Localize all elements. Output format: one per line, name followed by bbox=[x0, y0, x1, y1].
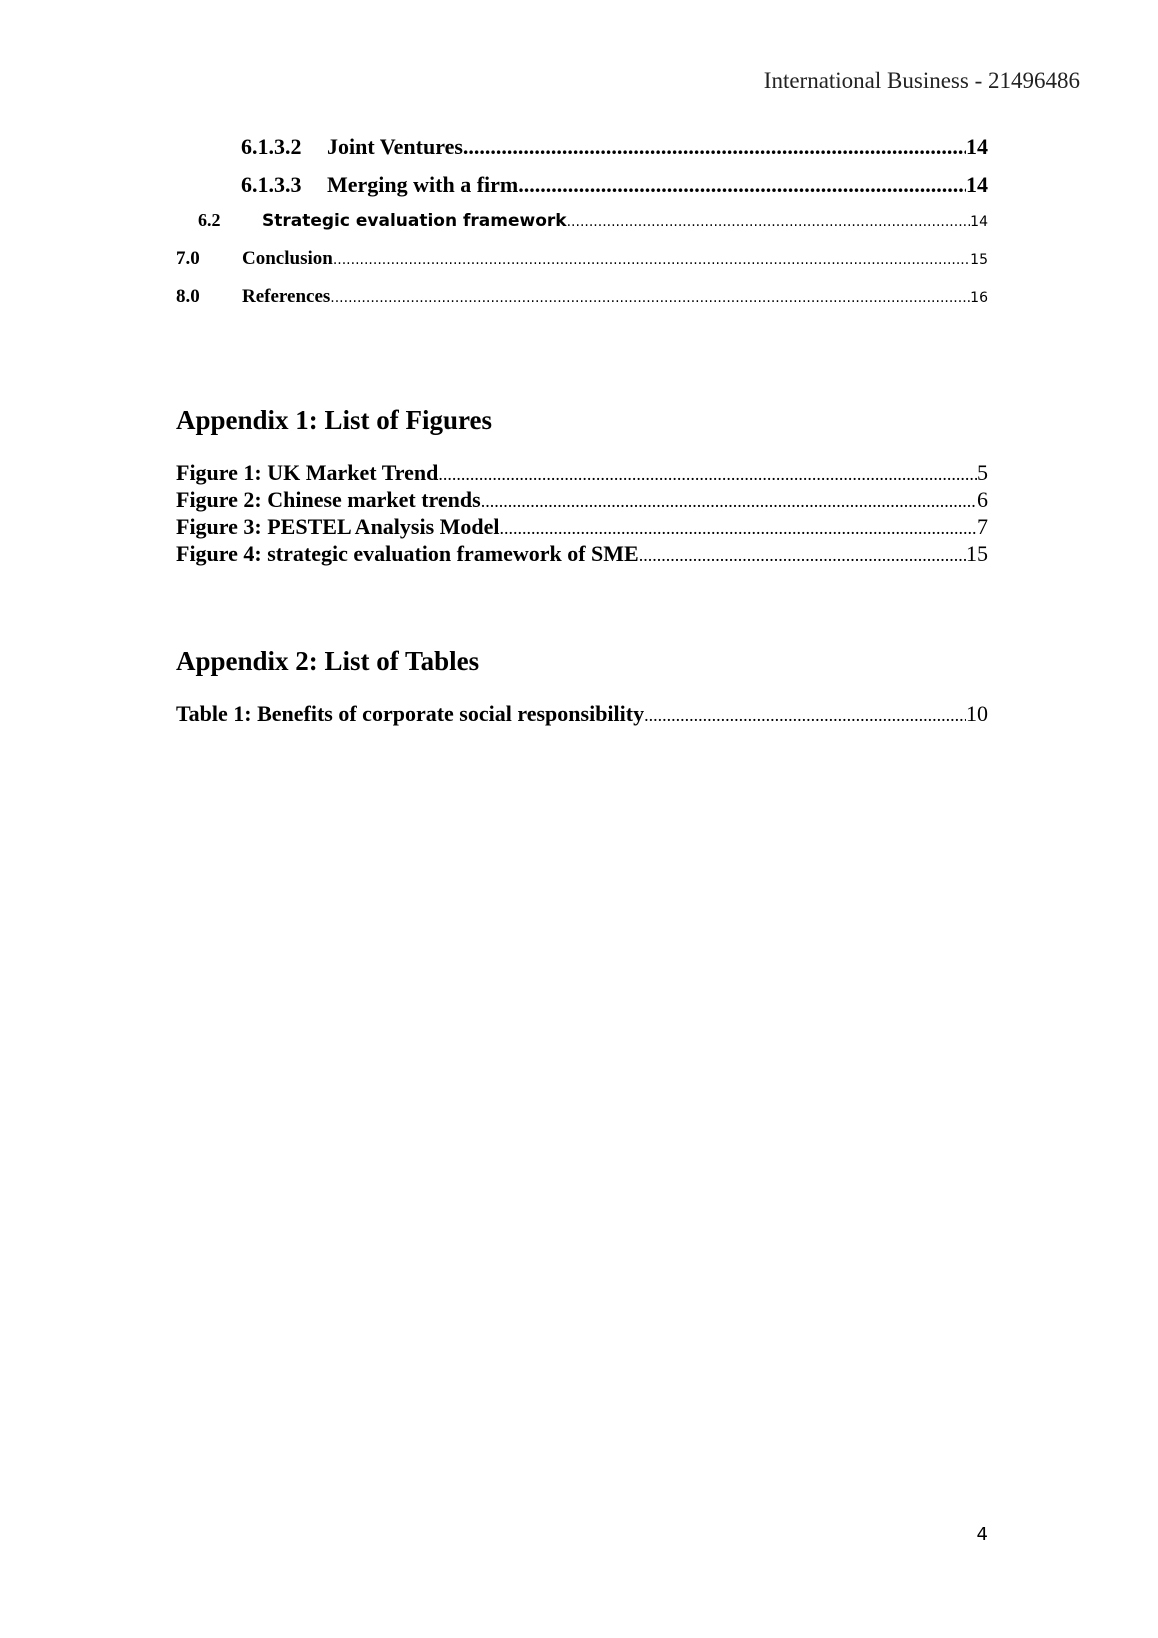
toc-entry-title: Merging with a firm bbox=[327, 172, 519, 197]
figure-list-title: Figure 3: PESTEL Analysis Model bbox=[176, 514, 500, 539]
toc-entry-page: 15 bbox=[970, 252, 988, 268]
toc-entry-page: 14 bbox=[966, 134, 988, 159]
figure-list-page: 7 bbox=[977, 514, 988, 539]
figure-list-item[interactable] bbox=[176, 541, 988, 567]
appendix-figures-heading: Appendix 1: List of Figures bbox=[176, 405, 493, 435]
toc-entry[interactable] bbox=[176, 286, 988, 308]
toc-entry-page: 16 bbox=[970, 290, 988, 306]
table-list-page: 10 bbox=[966, 701, 988, 726]
toc-leader-dots bbox=[518, 172, 966, 198]
table-list-item[interactable] bbox=[176, 701, 988, 727]
toc-entry-title: Conclusion bbox=[242, 248, 333, 269]
toc-entry-title: Joint Ventures bbox=[327, 134, 463, 159]
figure-list-page: 5 bbox=[977, 460, 988, 485]
toc-entry-number: 6.2 bbox=[198, 210, 221, 230]
figure-list-item[interactable] bbox=[176, 460, 988, 486]
figure-list-title: Figure 4: strategic evaluation framework of SME bbox=[176, 541, 639, 566]
page-header: International Business - 21496486 bbox=[763, 68, 1080, 93]
page-number: 4 bbox=[976, 1524, 988, 1545]
toc-entry-number: 6.1.3.3 bbox=[241, 172, 302, 197]
figure-list-page: 6 bbox=[977, 487, 988, 512]
toc-entry-number: 8.0 bbox=[176, 286, 200, 307]
toc-entry-number: 6.1.3.2 bbox=[241, 134, 302, 159]
toc-entry-number: 7.0 bbox=[176, 248, 200, 269]
toc-entry[interactable] bbox=[176, 210, 988, 231]
list-leader-dots bbox=[644, 705, 966, 726]
toc-leader-dots bbox=[567, 214, 971, 230]
figure-list-item[interactable] bbox=[176, 514, 988, 540]
toc-entry[interactable] bbox=[176, 248, 988, 270]
toc-entry-page: 14 bbox=[970, 214, 988, 230]
appendix-tables-heading: Appendix 2: List of Tables bbox=[176, 646, 480, 676]
list-leader-dots bbox=[639, 545, 966, 566]
figure-list-item[interactable] bbox=[176, 487, 988, 513]
table-list-title: Table 1: Benefits of corporate social responsibility bbox=[176, 701, 645, 726]
list-leader-dots bbox=[481, 491, 977, 512]
figure-list-title: Figure 2: Chinese market trends bbox=[176, 487, 481, 512]
toc-leader-dots bbox=[330, 290, 970, 306]
figure-list-page: 15 bbox=[966, 541, 988, 566]
toc-entry-title: References bbox=[242, 286, 331, 307]
figure-list-title: Figure 1: UK Market Trend bbox=[176, 460, 439, 485]
list-leader-dots bbox=[438, 464, 977, 485]
toc-leader-dots bbox=[333, 252, 970, 268]
toc-entry[interactable] bbox=[176, 134, 988, 160]
toc-entry[interactable] bbox=[176, 172, 988, 198]
toc-entry-title: Strategic evaluation framework bbox=[262, 211, 567, 231]
toc-entry-page: 14 bbox=[966, 172, 988, 197]
list-leader-dots bbox=[500, 518, 977, 539]
toc-leader-dots bbox=[463, 134, 966, 160]
